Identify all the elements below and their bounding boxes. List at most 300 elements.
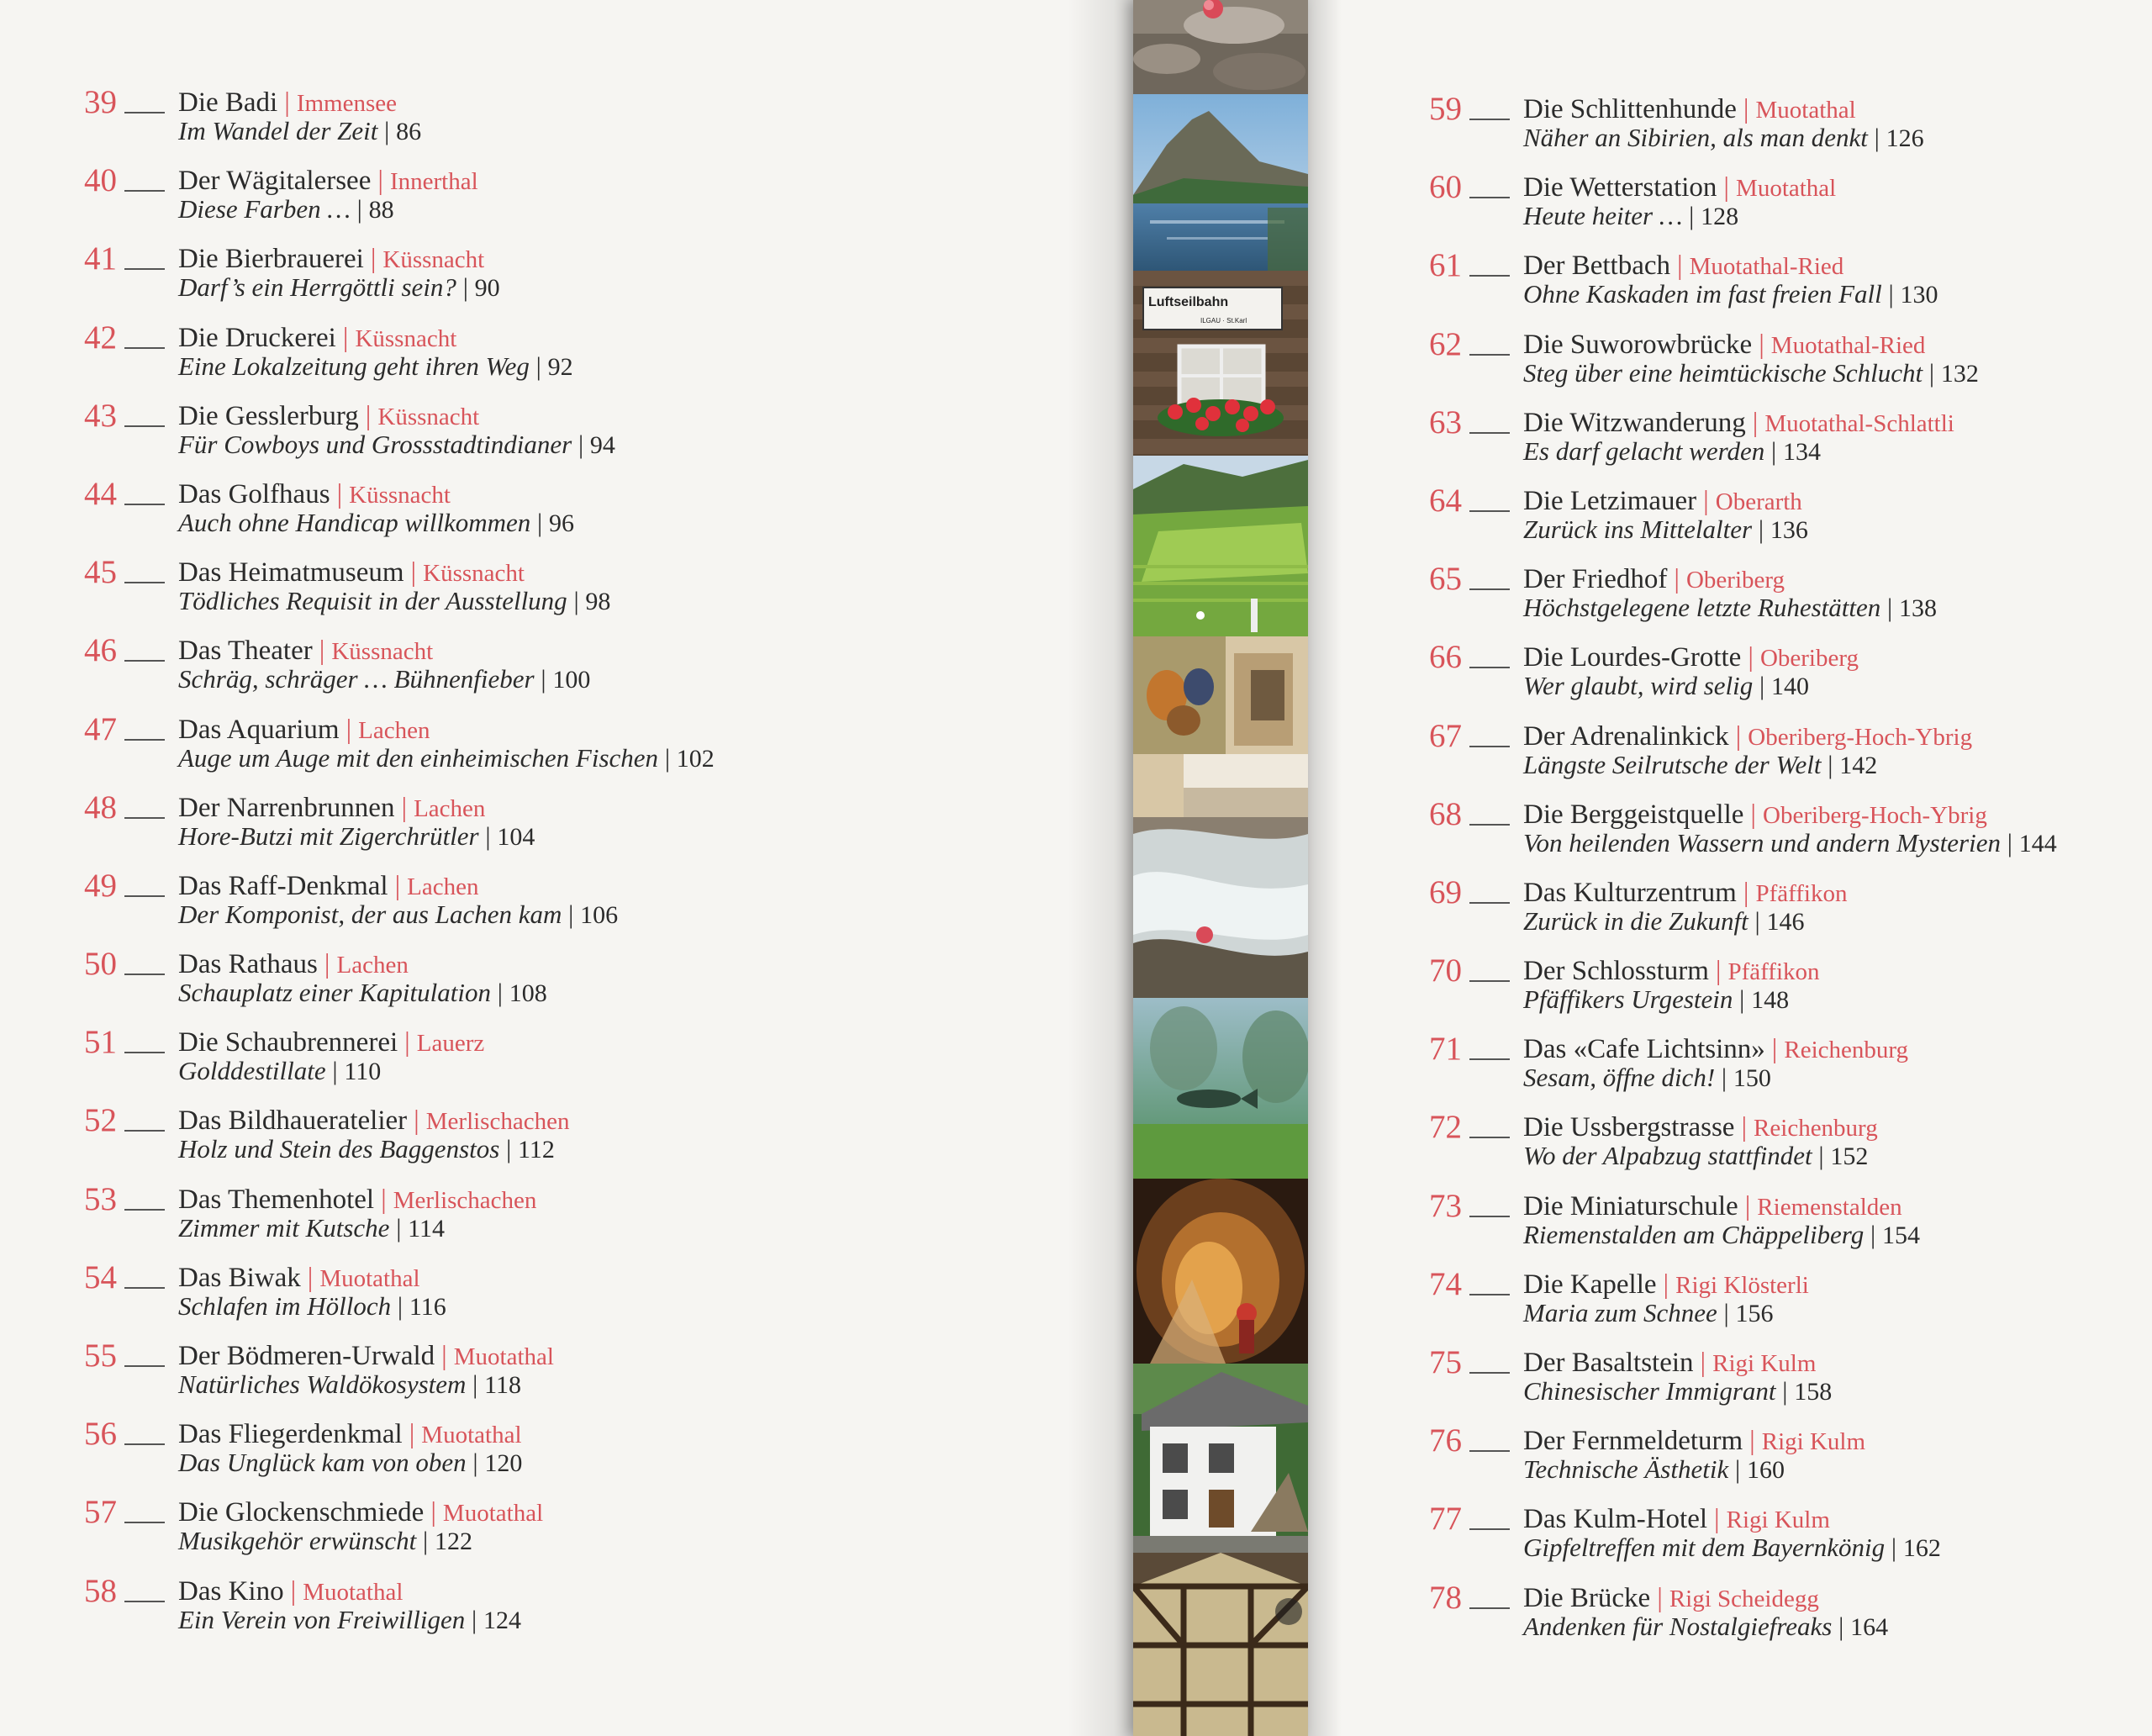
toc-entry [1429,1185,2152,1263]
entry-number-text: 78 [1429,1579,1462,1616]
entry-place: Küssnacht [377,403,480,430]
entry-subline [178,271,500,305]
sign-line1: Luftseilbahn [1148,295,1229,309]
entry-subline [178,1603,521,1638]
entry-number-text: 44 [84,475,117,512]
page-separator: | [1715,1063,1733,1093]
entry-separator: | [377,166,383,197]
entry-place: Küssnacht [331,638,434,666]
entry-number [84,1178,168,1222]
entry-title: Das Kulturzentrum [1523,877,1737,908]
toc-entry [84,551,1210,629]
entry-place: Lachen [358,716,430,744]
entry-subline [178,1368,521,1402]
toc-entry [84,1256,1210,1334]
entry-subline [1523,1061,1771,1095]
entry-page: 122 [435,1528,472,1556]
number-rule [1469,902,1510,904]
entry-place: Küssnacht [423,560,525,588]
entry-separator: | [290,1575,297,1607]
number-rule [124,504,165,505]
entry-title: Der Bödmeren-Urwald [178,1341,435,1371]
number-rule [124,1522,165,1523]
entry-title: Der Narrenbrunnen [178,792,395,823]
toc-entry [1429,1027,2152,1105]
entry-number [1429,1419,1513,1463]
entry-separator: | [1715,956,1722,987]
entry-separator: | [409,1419,415,1450]
toc-entry [1429,1576,2152,1654]
entry-separator: | [1700,1348,1706,1378]
entry-separator: | [1759,329,1764,360]
photo-lake-mountain-icon [1133,94,1308,271]
number-rule [124,739,165,741]
entry-page: 110 [344,1058,382,1086]
page-separator: | [1717,1297,1736,1327]
entry-title: Die Schlittenhunde [1523,94,1737,124]
toc-entry [84,1021,1210,1099]
page-separator: | [530,507,549,537]
page-separator: | [1923,357,1941,388]
entry-subtitle: Schauplatz einer Kapitulation [178,978,491,1008]
entry-separator: | [342,322,349,353]
entry-place: Innerthal [389,168,478,196]
entry-title: Das Biwak [178,1262,301,1293]
number-rule [124,817,165,819]
entry-subtitle: Chinesischer Immigrant [1523,1376,1776,1406]
entry-number-text: 56 [84,1416,117,1453]
entry-title: Das Fliegerdenkmal [178,1419,403,1450]
entry-number [84,708,168,752]
entry-separator: | [307,1262,314,1293]
entry-number [84,316,168,360]
entry-place: Rigi Klösterli [1675,1271,1809,1299]
entry-place: Lachen [407,873,479,900]
page-separator: | [1682,201,1701,231]
entry-subtitle: Holz und Stein des Baggenstos [178,1134,500,1164]
entry-title: Die Kapelle [1523,1269,1657,1300]
entry-title: Der Wägitalersee [178,166,372,197]
entry-place: Muotathal [453,1343,554,1370]
entry-subtitle: Ohne Kaskaden im fast freien Fall [1523,279,1882,309]
entry-subtitle: Hore-Butzi mit Zigerchrütler [178,821,479,851]
number-rule [124,347,165,349]
entry-subtitle: Zurück ins Mittelalter [1523,514,1753,544]
entry-number [84,629,168,673]
entry-separator: | [430,1497,436,1528]
entry-title: Die Gesslerburg [178,400,359,431]
entry-separator: | [1657,1582,1663,1613]
entry-number [84,394,168,438]
entry-number-text: 47 [84,710,117,747]
entry-title: Die Lourdes-Grotte [1523,642,1742,673]
entry-subtitle: Riemenstalden am Chäppeliberg [1523,1219,1865,1249]
entry-number-text: 53 [84,1180,117,1217]
entry-subline [178,1524,472,1559]
toc-entry [84,1334,1210,1412]
photo-theme-hotel-room-icon [1133,636,1308,817]
entry-separator: | [1723,172,1730,203]
entry-separator: | [394,870,401,901]
toc-entry [1429,401,2152,479]
entry-subline [178,350,573,384]
entry-number [84,237,168,281]
toc-entry [1429,1105,2152,1184]
entry-page: 88 [368,196,394,224]
entry-number-text: 64 [1429,482,1462,519]
entry-number [84,864,168,908]
entry-subtitle: Gipfeltreffen mit dem Bayernkönig [1523,1533,1886,1563]
entry-subline [178,114,421,149]
number-rule [1469,510,1510,512]
entry-subline [178,193,394,227]
entry-page: 158 [1794,1378,1833,1406]
page-separator: | [1867,123,1886,152]
toc-entry [1429,1497,2152,1575]
entry-subline [178,662,590,697]
entry-page: 150 [1733,1064,1771,1093]
entry-subtitle: Schlafen im Hölloch [178,1290,392,1321]
number-rule [1469,1372,1510,1374]
toc-entry [1429,479,2152,557]
entry-number [84,1099,168,1142]
entry-number [1429,1341,1513,1385]
entry-number [1429,323,1513,367]
entry-subtitle: Sesam, öffne dich! [1523,1063,1716,1093]
toc-entry [1429,636,2152,714]
entry-number [1429,401,1513,445]
number-rule [1469,1137,1510,1138]
entry-number-text: 71 [1429,1031,1462,1068]
toc-entry [84,394,1210,472]
entry-place: Lachen [414,794,486,822]
entry-separator: | [336,478,343,509]
entry-separator: | [345,714,352,745]
number-rule [1469,275,1510,277]
entry-page: 92 [547,352,573,381]
entry-number-text: 45 [84,554,117,591]
toc-entry [84,864,1210,942]
entry-place: Oberiberg-Hoch-Ybrig [1763,801,1987,829]
number-rule [1469,588,1510,590]
entry-number [1429,244,1513,288]
entry-separator: | [410,557,417,588]
entry-place: Muotathal-Ried [1689,253,1844,281]
entry-page: 142 [1839,751,1878,779]
toc-entry [84,1099,1210,1177]
page-separator: | [1821,749,1840,779]
entry-place: Lauerz [416,1030,485,1058]
number-rule [124,1052,165,1053]
entry-separator: | [1714,1504,1720,1535]
entry-number [1429,1105,1513,1149]
entry-number-text: 65 [1429,561,1462,598]
entry-title: Der Schlossturm [1523,956,1709,987]
entry-page: 164 [1850,1612,1889,1641]
entry-subline [1523,435,1821,469]
entry-number [1429,1263,1513,1306]
entry-separator: | [1743,94,1749,124]
entry-separator: | [1752,407,1759,438]
entry-separator: | [319,636,325,667]
entry-subtitle: Für Cowboys und Grossstadtindianer [178,429,572,459]
entry-title: Der Basaltstein [1523,1348,1694,1378]
page-separator: | [1728,1454,1747,1485]
page-separator: | [466,1369,485,1399]
entry-place: Immensee [296,90,398,117]
entry-page: 138 [1898,594,1937,623]
number-rule [124,1130,165,1132]
entry-separator: | [1749,1426,1755,1457]
entry-page: 126 [1886,124,1924,152]
entry-subline [178,428,615,462]
number-rule [124,974,165,975]
entry-page: 154 [1881,1221,1920,1249]
toc-entry [1429,871,2152,949]
entry-title: Das Raff-Denkmal [178,870,388,901]
number-rule [1469,746,1510,747]
number-rule [1469,1607,1510,1609]
entry-place: Muotathal-Schlattli [1764,409,1954,437]
entry-number-text: 75 [1429,1344,1462,1380]
entry-page: 124 [483,1606,521,1634]
entry-title: Das Aquarium [178,714,340,745]
entry-subline [178,898,618,932]
entry-page: 136 [1770,515,1808,544]
entry-separator: | [324,949,330,980]
entry-place: Muotathal-Ried [1770,331,1926,359]
entry-subtitle: Ein Verein von Freiwilligen [178,1604,466,1634]
toc-entry [84,316,1210,394]
entry-page: 146 [1766,907,1805,936]
entry-subtitle: Tödliches Requisit in der Ausstellung [178,586,567,616]
entry-number-text: 67 [1429,717,1462,754]
entry-subline [1523,1531,1941,1565]
right-page [1311,0,2152,1736]
entry-number [1429,166,1513,209]
entry-separator: | [1703,485,1709,516]
number-rule [124,1287,165,1289]
entry-subline [178,1446,522,1480]
entry-title: Der Adrenalinkick [1523,720,1729,752]
page-separator: | [658,742,677,773]
number-rule [124,895,165,897]
entry-place: Rigi Kulm [1726,1506,1830,1534]
page-separator: | [456,272,475,303]
entry-subtitle: Natürliches Waldökosystem [178,1369,467,1399]
entry-place: Reichenburg [1754,1115,1878,1142]
entry-separator: | [441,1341,447,1371]
entry-subline [1523,513,1808,547]
entry-number-text: 72 [1429,1109,1462,1146]
entry-place: Merlischachen [393,1186,537,1214]
entry-subtitle: Andenken für Nostalgiefreaks [1523,1611,1833,1641]
entry-number-text: 50 [84,946,117,983]
entry-subtitle: Im Wandel der Zeit [178,116,378,145]
number-rule [124,1443,165,1445]
entry-subline [178,976,547,1010]
toc-entry [84,237,1210,315]
entry-number-text: 66 [1429,639,1462,676]
entry-place: Muotathal [319,1264,420,1292]
entry-number-text: 69 [1429,873,1462,910]
entry-subline [178,1211,445,1246]
entry-title: Der Bettbach [1523,251,1671,282]
toc-entry [84,629,1210,707]
entry-number [1429,1185,1513,1228]
entry-subline [178,741,715,776]
entry-title: Die Letzimauer [1523,485,1697,516]
entry-number-text: 42 [84,319,117,356]
page-separator: | [1864,1219,1882,1249]
entry-place: Muotathal [1755,97,1856,124]
entry-number [1429,479,1513,523]
entry-subtitle: Heute heiter … [1523,201,1683,231]
entry-page: 116 [409,1292,446,1321]
entry-separator: | [365,400,372,431]
entry-subtitle: Wo der Alpabzug stattfindet [1523,1141,1812,1171]
entry-subtitle: Von heilenden Wassern und andern Mysterien [1523,827,2001,857]
entry-subtitle: Es darf gelacht werden [1523,435,1765,466]
toc-entry [1429,1419,2152,1497]
entry-page: 104 [497,822,535,851]
page-separator: | [1881,279,1901,309]
page-separator: | [391,1290,409,1321]
entry-place: Küssnacht [349,481,451,509]
toc-entry [84,708,1210,786]
page-separator: | [562,899,581,929]
entry-subtitle: Maria zum Schnee [1523,1297,1717,1327]
toc-entry [1429,715,2152,793]
entry-place: Muotathal [303,1578,404,1606]
entry-page: 100 [552,666,591,694]
gutter-shadow [1068,0,1143,1736]
toc-entry [1429,166,2152,244]
page-separator: | [1753,671,1771,701]
number-rule [124,1209,165,1211]
entry-place: Pfäffikon [1727,958,1820,986]
entry-number [84,1570,168,1613]
number-rule [124,1601,165,1602]
entry-subline [1523,826,2057,861]
entry-subline [178,820,535,854]
page-separator: | [1764,435,1783,466]
entry-number-text: 77 [1429,1501,1462,1538]
toc-entry [84,1570,1210,1648]
entry-subtitle: Diese Farben … [178,194,351,224]
entry-page: 112 [518,1136,555,1164]
entry-title: Die Witzwanderung [1523,407,1746,438]
photo-timber-frame-icon [1133,1553,1308,1736]
entry-subline [1523,1453,1785,1487]
number-rule [124,190,165,192]
entry-page: 134 [1783,437,1821,466]
toc-entry [1429,949,2152,1027]
entry-subtitle: Zurück in die Zukunft [1523,905,1748,936]
entry-page: 132 [1940,359,1979,388]
entry-title: Das Bildhaueratelier [178,1105,408,1137]
entry-number [84,1256,168,1300]
entry-subtitle: Musikgehör erwünscht [178,1526,417,1556]
entry-separator: | [1750,799,1757,830]
entry-subtitle: Näher an Sibirien, als man denkt [1523,123,1868,152]
number-rule [124,660,165,662]
entry-number [84,472,168,516]
number-rule [1469,119,1510,120]
entry-number [84,942,168,986]
entry-title: Die Glockenschmiede [178,1497,425,1528]
entry-subtitle: Technische Ästhetik [1523,1454,1729,1485]
entry-subline [178,1290,446,1324]
entry-number [1429,1027,1513,1071]
page-separator: | [567,586,586,616]
photo-house-icon [1133,1364,1308,1553]
number-rule [1469,1528,1510,1530]
page-separator: | [2000,827,2019,857]
entry-place: Rigi Kulm [1761,1428,1866,1456]
toc-entry [1429,87,2152,166]
photo-aquarium-fish-icon [1133,998,1308,1179]
entry-separator: | [1663,1269,1669,1300]
page-separator: | [350,194,369,224]
toc-right [1429,87,2152,1654]
entry-subline [1523,905,1805,939]
entry-subtitle: Höchstgelegene letzte Ruhestätten [1523,593,1881,623]
entry-subline [1523,1375,1832,1409]
entry-subline [1523,1610,1888,1644]
entry-place: Oberiberg [1685,567,1785,594]
entry-number-text: 52 [84,1102,117,1139]
entry-title: Das Heimatmuseum [178,557,404,588]
entry-title: Die Ussbergstrasse [1523,1112,1735,1143]
page-separator: | [466,1448,485,1478]
page-separator: | [1832,1611,1851,1641]
entry-separator: | [404,1027,410,1058]
sign-line2: ILGAU · St.Karl [1200,317,1247,325]
entry-place: Küssnacht [382,246,485,274]
entry-place: Oberarth [1715,488,1802,515]
entry-number-text: 40 [84,162,117,199]
entry-page: 108 [509,979,547,1008]
photo-waterfall-icon [1133,817,1308,998]
entry-number [1429,87,1513,131]
entry-subline [1523,1139,1868,1174]
entry-number-text: 73 [1429,1187,1462,1224]
entry-subtitle: Wer glaubt, wird selig [1523,671,1754,701]
entry-place: Küssnacht [355,325,457,352]
entry-separator: | [401,792,408,823]
entry-place: Pfäffikon [1755,879,1848,907]
entry-title: Das «Cafe Lichtsinn» [1523,1034,1765,1065]
entry-page: 94 [589,430,615,459]
entry-number-text: 48 [84,789,117,826]
entry-place: Rigi Kulm [1712,1350,1817,1377]
entry-page: 86 [396,118,422,145]
number-rule [1469,197,1510,198]
toc-entry [84,942,1210,1021]
entry-place: Merlischachen [425,1108,570,1136]
entry-title: Die Suworowbrücke [1523,329,1753,360]
entry-number [1429,871,1513,915]
entry-number-text: 63 [1429,404,1462,441]
entry-subtitle: Eine Lokalzeitung geht ihren Weg [178,351,530,381]
page-separator: | [491,978,509,1008]
entry-separator: | [1677,251,1683,282]
entry-title: Das Kino [178,1575,284,1607]
entry-page: 120 [484,1449,523,1478]
number-rule [1469,1058,1510,1060]
number-rule [124,112,165,113]
